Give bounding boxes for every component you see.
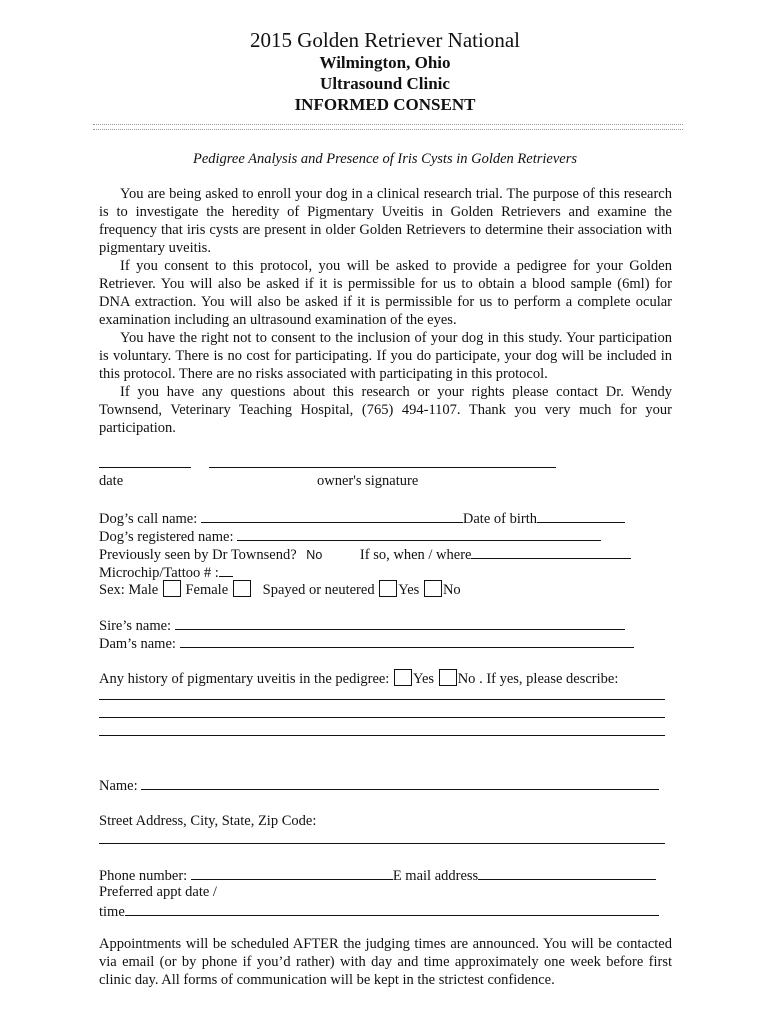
form-header [0,28,770,115]
registered-name-label: Dog’s registered name: [99,529,234,545]
dam-row [99,633,634,653]
preferred-appt-row [99,883,217,901]
clinic-name: Ultrasound Clinic [320,74,450,93]
closing-text: Appointments will be scheduled AFTER the judging times are announced. You will be contacted via email (or by phone if you’d rather) with day and time approximately one week before first clinic day. All forms of communication will be kept in the strictest confidence. [99,936,672,988]
sex-male-label: Sex: Male [99,582,159,598]
sire-row [99,615,625,635]
sire-field[interactable] [175,615,625,630]
time-label: time [99,904,125,920]
address-field[interactable] [99,843,665,844]
history-no-label: No [457,671,476,687]
paragraph-contact: If you have any questions about this research or your rights please contact Dr. Wendy Townsend, Veterinary Teaching Hospital, (765) 494-1107. Thank you very much for your participation. [99,384,672,436]
dob-field[interactable] [537,508,625,523]
call-name-field[interactable] [201,508,463,523]
spayed-no-label: No [442,582,461,598]
male-checkbox[interactable] [163,580,181,597]
phone-label: Phone number: [99,868,188,884]
microchip-field[interactable] [219,562,233,577]
owner-signature-field[interactable] [209,467,556,468]
address-label: Street Address, City, State, Zip Code: [99,813,317,829]
history-question: Any history of pigmentary uveitis in the pedigree: [99,671,390,687]
history-yes-checkbox[interactable] [394,669,412,686]
previously-seen-row [99,544,631,564]
dob-label: Date of birth [462,511,537,527]
owner-name-label: Name: [99,778,138,794]
spayed-label: Spayed or neutered [262,582,375,598]
when-where-label: If so, when / where [359,547,472,563]
sire-label: Sire’s name: [99,618,172,634]
spayed-no-checkbox[interactable] [424,580,442,597]
sex-row [99,580,461,599]
microchip-row [99,562,233,582]
paragraph-procedures: If you consent to this protocol, you will be asked to provide a pedigree for your Golden Retriever. You will also be asked if it is permissible for us to obtain a blood sample (6ml) for DNA extraction. You will also be asked if it is permissible for us to perform a complete ocular examination including an ultrasound examination of the eyes. [99,258,672,328]
email-label: E mail address [392,868,479,884]
consent-text [99,185,672,437]
history-no-checkbox[interactable] [439,669,457,686]
history-describe-label: . If yes, please describe: [479,671,619,687]
preferred-appt-label: Preferred appt date / [99,884,217,900]
spayed-yes-label: Yes [398,582,420,598]
history-yes-label: Yes [412,671,435,687]
phone-field[interactable] [191,865,393,880]
signature-block [99,455,672,495]
microchip-label: Microchip/Tattoo # : [99,565,219,581]
history-description-line-1[interactable] [99,699,665,700]
phone-email-row [99,865,656,885]
previously-seen-label: Previously seen by Dr Townsend? [99,547,297,563]
owner-signature-label: owner's signature [317,473,419,489]
dam-field[interactable] [180,633,634,648]
event-location: Wilmington, Ohio [319,53,451,72]
history-description-line-3[interactable] [99,735,665,736]
history-description-line-2[interactable] [99,717,665,718]
event-title: 2015 Golden Retriever National [249,28,520,52]
history-row [99,669,618,688]
previously-seen-value[interactable]: No [306,548,323,562]
time-field[interactable] [125,901,659,916]
female-checkbox[interactable] [233,580,251,597]
date-label: date [99,473,124,489]
dam-label: Dam’s name: [99,636,176,652]
form-type: INFORMED CONSENT [294,95,476,114]
registered-name-field[interactable] [237,526,601,541]
owner-name-field[interactable] [141,775,659,790]
study-title: Pedigree Analysis and Presence of Iris Cysts in Golden Retrievers [192,151,578,167]
paragraph-purpose: You are being asked to enroll your dog in a clinical research trial. The purpose of this research is to investigate the heredity of Pigmentary Uveitis in Golden Retrievers and examine the frequency that iris cysts are present in older Golden Retrievers to determine their association with pigmentary uveitis. [99,186,672,256]
date-field[interactable] [99,467,191,468]
registered-name-row [99,526,601,546]
female-label: Female [185,582,229,598]
time-row [99,901,659,921]
call-name-label: Dog’s call name: [99,511,198,527]
spayed-yes-checkbox[interactable] [379,580,397,597]
paragraph-rights: You have the right not to consent to the inclusion of your dog in this study. Your participation is voluntary. There is no cost for participating. If you do participate, your dog will be included in this protocol. There are no risks associated with participating in this protocol. [99,330,672,382]
email-field[interactable] [478,865,656,880]
header-divider [93,124,683,130]
when-where-field[interactable] [471,544,631,559]
owner-name-row [99,775,659,795]
address-row [99,812,316,830]
call-name-row [99,508,625,528]
